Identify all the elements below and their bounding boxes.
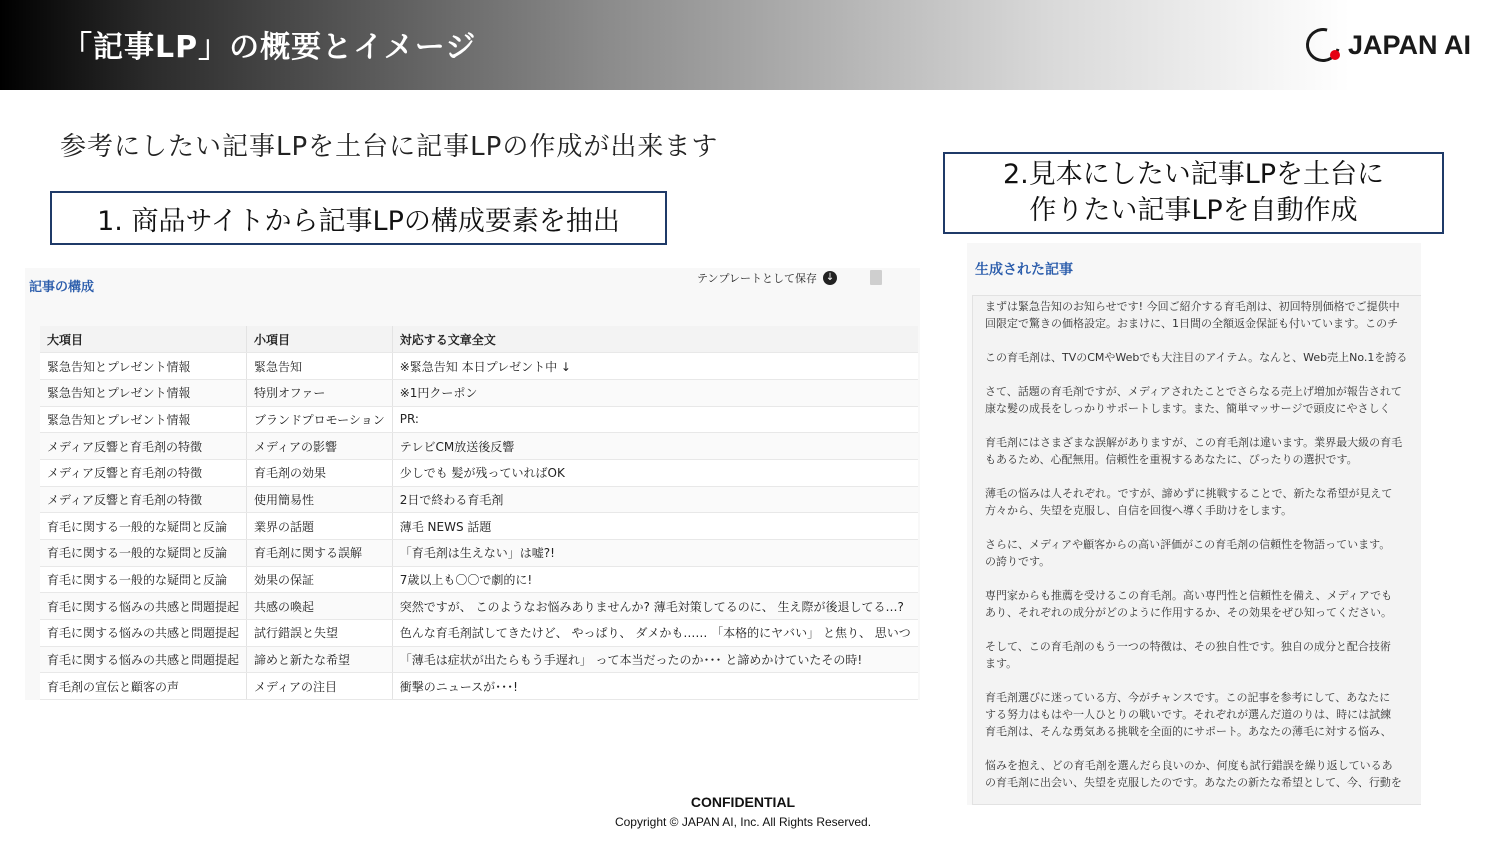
article-line: そして、この育毛剤のもう一つの特徴は、その独自性です。独自の成分と配合技術 — [985, 640, 1391, 653]
article-line: 育毛剤選びに迷っている方、今がチャンスです。この記事を参考にして、あなたに — [985, 691, 1391, 704]
table-cell: 育毛剤の効果 — [247, 459, 393, 486]
logo-text: JAPAN AI — [1348, 30, 1472, 60]
table-cell: 薄毛 NEWS 話題 — [392, 513, 918, 540]
table-cell: 育毛に関する悩みの共感と問題提起 — [40, 593, 247, 620]
table-cell: 色んな育毛剤試してきたけど、 やっぱり、 ダメかも…… 「本格的にヤバい」 と焦り、 思いつ — [392, 620, 918, 647]
table-cell: 「育毛剤は生えない」は嘘?! — [392, 540, 918, 567]
article-paragraph — [985, 536, 1421, 570]
table-cell: ※緊急告知 本日プレゼント中 ↓ — [392, 353, 918, 380]
table-header-row — [40, 326, 918, 353]
table-row — [40, 486, 918, 513]
table-cell: メディア反響と育毛剤の特徴 — [40, 433, 247, 460]
structure-section-title: 記事の構成 — [29, 280, 95, 295]
table-row — [40, 433, 918, 460]
table-cell: 緊急告知とプレゼント情報 — [40, 379, 247, 406]
step2-line1: 2.見本にしたい記事LPを土台に — [1002, 159, 1385, 190]
article-line: 方々から、失望を克服し、自信を回復へ導く手助けをします。 — [985, 504, 1293, 517]
article-line: する努力はもはや一人ひとりの戦いです。それぞれが選んだ道のりは、時には試練 — [985, 708, 1392, 721]
table-cell: 「薄毛は症状が出たらもう手遅れ」 って本当だったのか･･･ と諦めかけていたその時! — [392, 646, 918, 673]
table-cell: 7歳以上も〇〇で劇的に! — [392, 566, 918, 593]
download-icon: ↓ — [823, 271, 837, 285]
table-row — [40, 540, 918, 567]
article-line: の誇りです。 — [985, 555, 1051, 568]
table-cell: 2日で終わる育毛剤 — [392, 486, 918, 513]
article-line: この育毛剤は、TVのCMやWebでも大注目のアイテム。なんと、Web売上No.1を誇る — [985, 351, 1408, 364]
article-line: さて、話題の育毛剤ですが、メディアされたことでさらなる売上げ増加が報告されて — [985, 385, 1402, 398]
table-row — [40, 379, 918, 406]
column-header: 小項目 — [247, 326, 393, 353]
table-cell: 効果の保証 — [247, 566, 393, 593]
confidential-label: CONFIDENTIAL — [690, 794, 796, 810]
table-row — [40, 406, 918, 433]
table-cell: メディアの影響 — [247, 433, 393, 460]
article-structure-screenshot — [25, 268, 920, 700]
table-cell: 育毛に関する悩みの共感と問題提起 — [40, 620, 247, 647]
table-cell: 使用簡易性 — [247, 486, 393, 513]
table-cell: 緊急告知 — [247, 353, 393, 380]
article-paragraph — [985, 349, 1421, 366]
generated-article-body — [972, 295, 1421, 805]
table-cell: メディアの注目 — [247, 673, 393, 700]
article-line: さらに、メディアや顧客からの高い評価がこの育毛剤の信頼性を物語っています。 — [985, 538, 1391, 551]
article-line: 悩みを抱え、どの育毛剤を選んだら良いのか、何度も試行錯誤を繰り返しているあ — [985, 759, 1393, 772]
table-cell: 育毛に関する一般的な疑問と反論 — [40, 540, 247, 567]
table-cell: ※1円クーポン — [392, 379, 918, 406]
copyright-text: Copyright © JAPAN AI, Inc. All Rights Reserved. — [614, 815, 872, 829]
table-cell: ブランドプロモーション — [247, 406, 393, 433]
article-paragraph — [985, 587, 1421, 621]
step2-box — [943, 152, 1444, 234]
save-template-label: テンプレートとして保存 — [697, 272, 818, 285]
article-paragraph — [985, 434, 1421, 468]
generated-article-screenshot — [967, 243, 1421, 805]
article-paragraph — [985, 689, 1421, 740]
article-line: 薄毛の悩みは人それぞれ。ですが、諦めずに挑戦することで、新たな希望が見えて — [985, 487, 1393, 500]
table-cell: 特別オファー — [247, 379, 393, 406]
table-cell: 衝撃のニュースが･･･! — [392, 673, 918, 700]
slide-header — [0, 0, 1500, 90]
table-cell: 緊急告知とプレゼント情報 — [40, 406, 247, 433]
slide-title: 「記事LP」の概要とイメージ — [62, 30, 477, 65]
copy-icon[interactable] — [870, 270, 882, 285]
lead-text: 参考にしたい記事LPを土台に記事LPの作成が出来ます — [60, 132, 719, 162]
table-row — [40, 673, 918, 700]
article-line: の育毛剤に出会い、失望を克服したのです。あなたの新たな希望として、今、行動を — [985, 776, 1402, 789]
table-cell: 業界の話題 — [247, 513, 393, 540]
table-cell: PR: — [392, 406, 918, 433]
logo-dot-icon — [1330, 50, 1340, 60]
table-row — [40, 620, 918, 647]
table-cell: メディア反響と育毛剤の特徴 — [40, 459, 247, 486]
table-cell: 育毛剤に関する誤解 — [247, 540, 393, 567]
article-line: 育毛剤は、そんな勇気ある挑戦を全面的にサポート。あなたの薄毛に対する悩み、 — [985, 725, 1392, 738]
table-cell: 少しでも 髪が残っていればOK — [392, 459, 918, 486]
generated-article-title: 生成された記事 — [975, 262, 1073, 278]
column-header: 大項目 — [40, 326, 247, 353]
table-cell: 諦めと新たな希望 — [247, 646, 393, 673]
article-line: 回限定で驚きの価格設定。おまけに、1日間の全額返金保証も付いています。このチ — [985, 317, 1399, 330]
table-cell: 育毛に関する一般的な疑問と反論 — [40, 566, 247, 593]
table-cell: 試行錯誤と失望 — [247, 620, 393, 647]
table-row — [40, 646, 918, 673]
table-cell: 突然ですが、 このようなお悩みありませんか? 薄毛対策してるのに、 生え際が後退してる…? — [392, 593, 918, 620]
table-row — [40, 513, 918, 540]
table-cell: テレビCM放送後反響 — [392, 433, 918, 460]
column-header: 対応する文章全文 — [392, 326, 918, 353]
table-row — [40, 353, 918, 380]
logo-ring-icon — [1300, 22, 1346, 68]
article-line: 康な髪の成長をしっかりサポートします。また、簡単マッサージで頭皮にやさしく — [985, 402, 1391, 415]
company-logo — [1306, 26, 1472, 66]
structure-table — [40, 326, 918, 700]
article-line: 専門家からも推薦を受けるこの育毛剤。高い専門性と信頼性を備え、メディアでも — [985, 589, 1393, 602]
table-cell: 共感の喚起 — [247, 593, 393, 620]
article-paragraph — [985, 383, 1421, 417]
article-paragraph — [985, 485, 1421, 519]
article-line: まずは緊急告知のお知らせです! 今回ご紹介する育毛剤は、初回特別価格でご提供中 — [985, 300, 1400, 313]
article-paragraph — [985, 298, 1421, 332]
table-row — [40, 566, 918, 593]
table-cell: 育毛に関する一般的な疑問と反論 — [40, 513, 247, 540]
article-line: あり、それぞれの成分がどのように作用するか、その効果をぜひ知ってください。 — [985, 606, 1392, 619]
table-cell: 育毛剤の宣伝と顧客の声 — [40, 673, 247, 700]
save-template-button[interactable] — [697, 270, 837, 286]
article-line: 育毛剤にはさまざまな誤解がありますが、この育毛剤は違います。業界最大級の育毛 — [985, 436, 1403, 449]
table-row — [40, 593, 918, 620]
table-cell: 緊急告知とプレゼント情報 — [40, 353, 247, 380]
step2-line2: 作りたい記事LPを自動作成 — [1029, 195, 1358, 226]
table-cell: 育毛に関する悩みの共感と問題提起 — [40, 646, 247, 673]
step1-box — [50, 191, 667, 245]
article-line: もあるため、心配無用。信頼性を重視するあなたに、ぴったりの選択です。 — [985, 453, 1358, 466]
table-cell: メディア反響と育毛剤の特徴 — [40, 486, 247, 513]
step1-label: 1. 商品サイトから記事LPの構成要素を抽出 — [97, 205, 620, 237]
article-paragraph — [985, 638, 1421, 672]
article-paragraph — [985, 757, 1421, 791]
table-row — [40, 459, 918, 486]
article-line: ます。 — [985, 657, 1018, 670]
